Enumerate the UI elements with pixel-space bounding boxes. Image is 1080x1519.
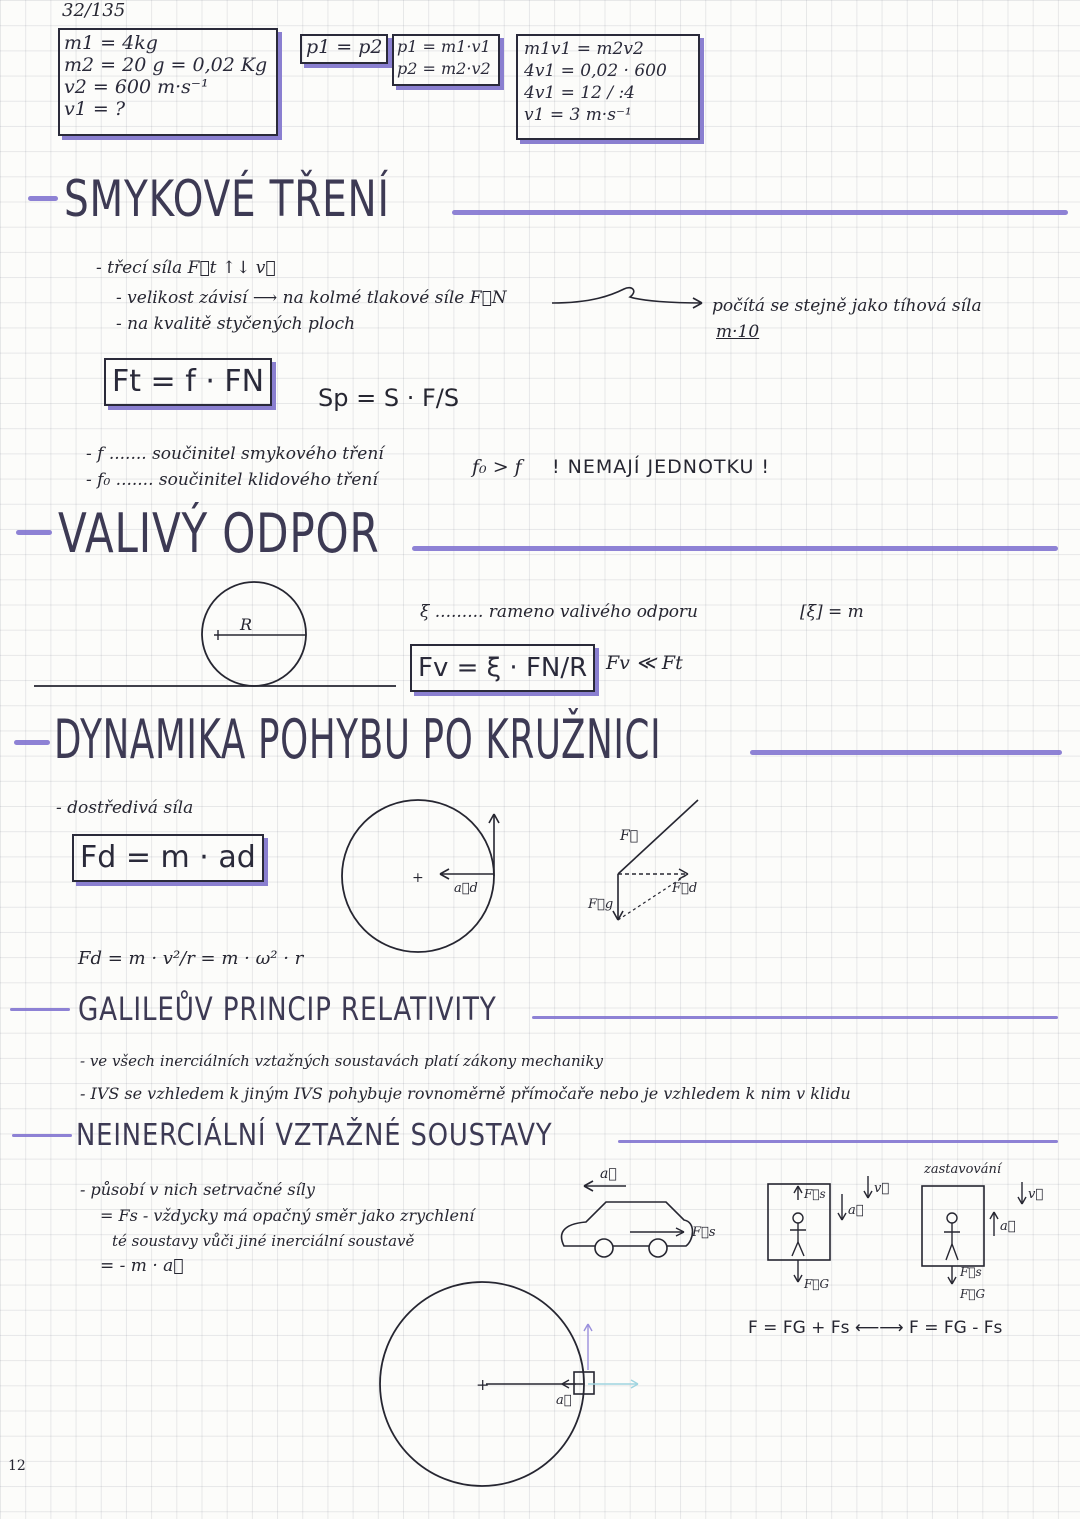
heading-underline bbox=[750, 750, 1062, 755]
noninertial-line4: = - m · a⃗ bbox=[100, 1256, 184, 1276]
heading-underline bbox=[618, 1140, 1058, 1143]
solution-line: 4v1 = 0,02 · 600 bbox=[524, 61, 667, 81]
noninertial-line1: - působí v nich setrvačné síly bbox=[80, 1180, 315, 1199]
circular-motion-diagram bbox=[336, 808, 516, 948]
elevator-accelerating-diagram bbox=[760, 1170, 900, 1300]
solution-box bbox=[516, 34, 700, 140]
svg-text:v⃗: v⃗ bbox=[1028, 1187, 1044, 1202]
centripetal-accel-label: a⃗d bbox=[454, 881, 478, 896]
heading-underline bbox=[16, 530, 52, 535]
rolling-arm-unit: [ξ] = m bbox=[800, 602, 864, 622]
elevator-stopping-diagram bbox=[914, 1178, 1054, 1308]
heading-underline bbox=[12, 1134, 72, 1137]
svg-text:F⃗G: F⃗G bbox=[804, 1277, 830, 1291]
arrow-connector bbox=[552, 285, 712, 315]
friction-dependence-normal: - velikost závisí ⟶ na kolmé tlakové síle F⃗N bbox=[116, 288, 507, 308]
svg-text:a⃗: a⃗ bbox=[600, 1166, 617, 1182]
heading-underline bbox=[28, 196, 58, 201]
svg-text:a⃗: a⃗ bbox=[848, 1203, 864, 1218]
momentum-def-line: p2 = m2·v2 bbox=[397, 59, 491, 78]
svg-text:F⃗s: F⃗s bbox=[692, 1225, 716, 1240]
rolling-arm-def: ξ ......... rameno valivého odporu bbox=[420, 602, 699, 622]
stopping-label: zastavování bbox=[924, 1162, 1002, 1177]
elevator-force-relation: F = FG + Fs ⟵⟶ F = FG - Fs bbox=[748, 1318, 1003, 1338]
friction-dependence-surface: - na kvalitě styčených ploch bbox=[116, 314, 356, 334]
given-values-box bbox=[58, 28, 278, 136]
section-title-smykove-treni: SMYKOVÉ TŘENÍ bbox=[64, 170, 390, 228]
radius-label: R bbox=[240, 615, 253, 634]
noninertial-line2: = Fs - vždycky má opačný směr jako zrychlení bbox=[100, 1206, 475, 1225]
given-line: m2 = 20 g = 0,02 Kg bbox=[64, 54, 268, 76]
friction-formula-box: Ft = f · FN bbox=[104, 358, 272, 406]
solution-line: v1 = 3 m·s⁻¹ bbox=[524, 105, 632, 125]
force-decomposition-diagram bbox=[584, 796, 714, 936]
momentum-equality-box bbox=[300, 34, 388, 64]
car-inertial-force-diagram bbox=[556, 1164, 726, 1264]
pressure-formula: Sp = S · F/S bbox=[318, 384, 460, 412]
centripetal-formula-expanded: Fd = m · v²/r = m · ω² · r bbox=[78, 948, 304, 969]
rolling-vs-friction: Fv ≪ Ft bbox=[606, 652, 683, 674]
momentum-definition-box bbox=[392, 34, 500, 86]
section-title-galileo: GALILEŮV PRINCIP RELATIVITY bbox=[78, 990, 497, 1028]
svg-text:F⃗s: F⃗s bbox=[804, 1187, 826, 1201]
heading-underline bbox=[412, 546, 1058, 551]
normal-force-note: počítá se stejně jako tíhová síla bbox=[712, 296, 982, 316]
svg-text:F⃗s: F⃗s bbox=[960, 1265, 982, 1279]
normal-force-note-mass: m·10 bbox=[716, 322, 760, 342]
sliding-coefficient-def: - f ....... součinitel smykového tření bbox=[86, 444, 384, 464]
rotating-frame-diagram bbox=[376, 1280, 676, 1500]
svg-text:+: + bbox=[412, 870, 424, 886]
friction-force-direction: - třecí síla F⃗t ↑↓ v⃗ bbox=[96, 258, 276, 278]
section-title-valivy-odpor: VALIVÝ ODPOR bbox=[58, 502, 380, 565]
heading-underline bbox=[452, 210, 1068, 215]
solution-line: 4v1 = 12 / :4 bbox=[524, 83, 635, 103]
coefficient-comparison: f₀ > f bbox=[472, 456, 522, 478]
heading-underline bbox=[10, 1008, 70, 1011]
noninertial-line3: té soustavy vůči jiné inerciální soustavě bbox=[112, 1232, 415, 1250]
given-line: v2 = 600 m·s⁻¹ bbox=[64, 76, 209, 98]
problem-reference: 32/135 bbox=[62, 0, 126, 21]
page-number: 12 bbox=[8, 1458, 26, 1474]
vector-F-label: F⃗ bbox=[620, 828, 639, 844]
no-unit-warning: ! NEMAJÍ JEDNOTKU ! bbox=[552, 456, 771, 478]
vector-Fg-label: F⃗g bbox=[588, 897, 614, 912]
solution-line: m1v1 = m2v2 bbox=[524, 39, 644, 59]
galileo-principle-line1: - ve všech inerciálních vztažných soustavách platí zákony mechaniky bbox=[80, 1052, 604, 1070]
section-title-dynamika: DYNAMIKA POHYBU PO KRUŽNICI bbox=[54, 708, 662, 771]
rolling-wheel-diagram bbox=[34, 578, 414, 698]
heading-underline bbox=[14, 740, 50, 745]
galileo-principle-line2: - IVS se vzhledem k jiným IVS pohybuje rovnoměrně přímočaře nebo je vzhledem k nim v klidu bbox=[80, 1084, 851, 1103]
svg-text:a⃗: a⃗ bbox=[556, 1393, 572, 1408]
svg-text:v⃗: v⃗ bbox=[874, 1181, 890, 1196]
momentum-def-line: p1 = m1·v1 bbox=[397, 37, 491, 56]
centripetal-force-subtitle: - dostředivá síla bbox=[56, 798, 194, 818]
rolling-resistance-formula-box: Fv = ξ · FN/R bbox=[410, 644, 595, 692]
svg-text:+: + bbox=[476, 1375, 490, 1394]
svg-text:F⃗G: F⃗G bbox=[960, 1287, 986, 1301]
svg-text:a⃗: a⃗ bbox=[1000, 1219, 1016, 1234]
vector-Fd-label: F⃗d bbox=[672, 881, 698, 896]
centripetal-formula-box: Fd = m · ad bbox=[72, 834, 264, 882]
given-line: v1 = ? bbox=[64, 98, 126, 120]
given-line: m1 = 4kg bbox=[64, 32, 158, 54]
momentum-equality: p1 = p2 bbox=[306, 36, 383, 58]
section-title-noninertial: NEINERCIÁLNÍ VZTAŽNÉ SOUSTAVY bbox=[76, 1118, 553, 1153]
heading-underline bbox=[532, 1016, 1058, 1019]
static-coefficient-def: - f₀ ....... součinitel klidového tření bbox=[86, 470, 378, 490]
